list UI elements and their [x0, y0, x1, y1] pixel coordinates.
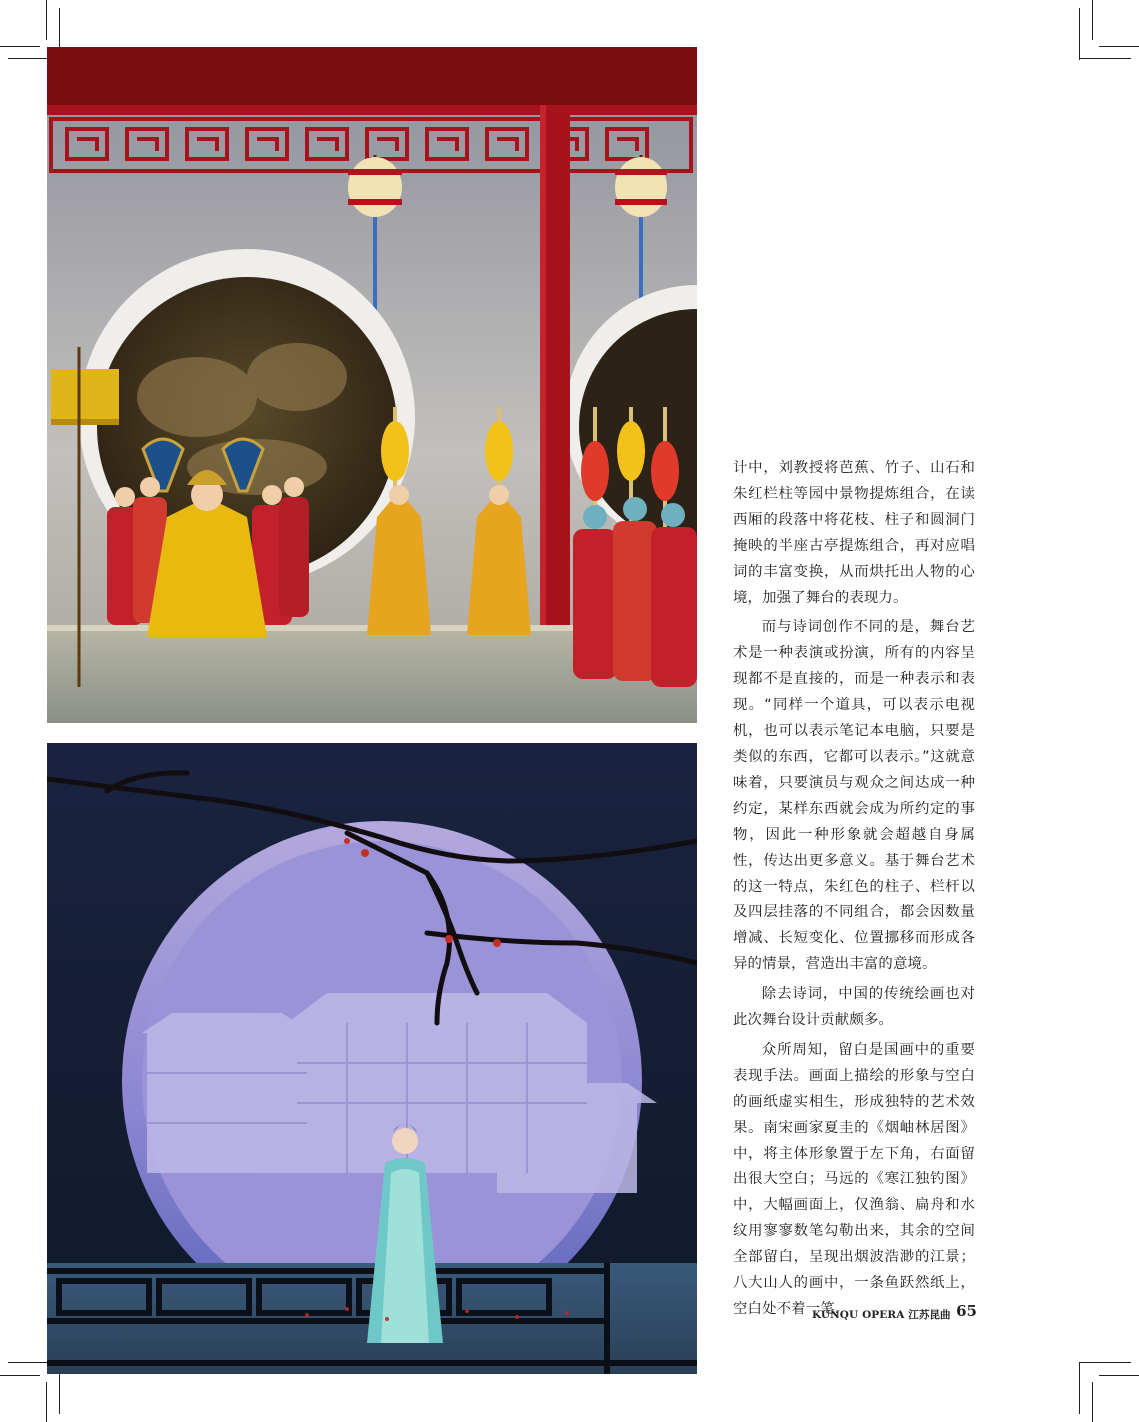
- article-body: [733, 456, 975, 1327]
- stage-photo-night-scene-drawing: [47, 743, 697, 1374]
- article-paragraph: 除去诗词，中国的传统绘画也对此次舞台设计贡献颇多。: [733, 986, 975, 1029]
- stage-photo-night-scene: [47, 743, 697, 1374]
- stage-photo-court-scene: [47, 47, 697, 723]
- article-paragraph: 而与诗词创作不同的是，舞台艺术是一种表演或扮演，所有的内容呈现都不是直接的，而是一种表示和表现。“同样一个道具，可以表示电视机，也可以表示笔记本电脑，只要是类似的东西，它都可以表示。”这就意味着，只要演员与观众之间达成一种约定，某样东西就会成为所约定的事物，因此一种形象就会超越自身属性，传达出更多意义。基于舞台艺术的这一特点，朱红色的柱子、栏杆以及四层挂落的不同组合，都会因数量增减、长短变化、位置挪移而形成各异的情景，营造出丰富的意境。: [733, 619, 975, 973]
- article-paragraph: 计中，刘教授将芭蕉、竹子、山石和朱红栏柱等园中景物提炼组合，在读西厢的段落中将花枝、柱子和圆洞门掩映的半座古亭提炼组合，再对应唱词的丰富变换，从而烘托出人物的心境，加强了舞台的表现力。: [733, 460, 975, 606]
- page-footer: [812, 1302, 977, 1322]
- article-paragraph: 众所周知，留白是国画中的重要表现手法。画面上描绘的形象与空白的画纸虚实相生，形成独特的艺术效果。南宋画家夏圭的《烟岫林居图》中，将主体形象置于左下角，右面留出很大空白；马远的《寒江独钓图》中，大幅画面上，仅渔翁、扁舟和水纹用寥寥数笔勾勒出来，其余的空间全部留白，呈现出烟波浩渺的江景；八大山人的画中，一条鱼跃然纸上，空白处不着一笔，: [733, 1041, 975, 1317]
- page-number: 65: [956, 1302, 977, 1320]
- magazine-name: KUNQU OPERA 江苏昆曲: [812, 1309, 951, 1321]
- stage-photo-court-scene-drawing: [47, 47, 697, 723]
